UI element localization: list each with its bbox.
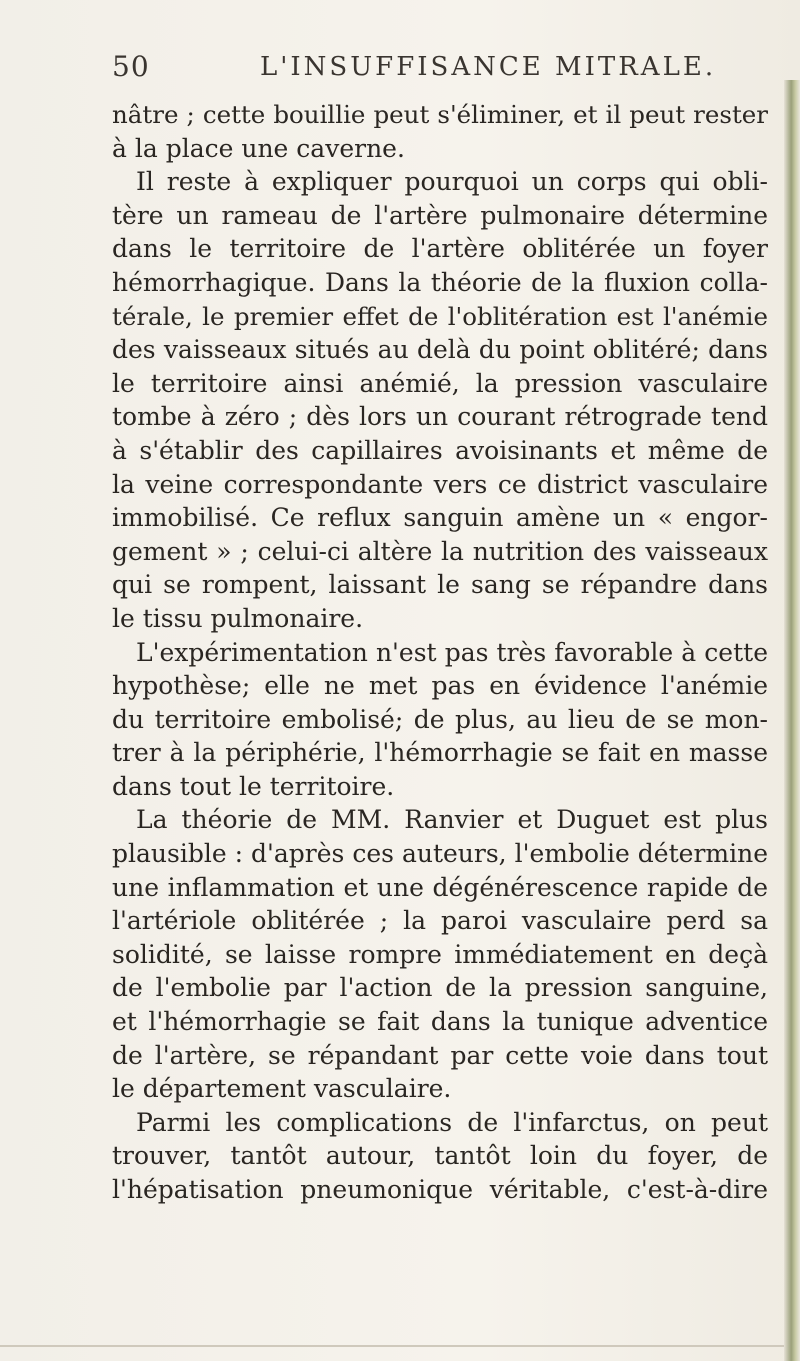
text-line: gement » ; celui-ci altère la nutrition des vaisseaux <box>112 536 768 566</box>
text-line: le tissu pulmonaire. <box>112 603 364 633</box>
text-line: immobilisé. Ce reflux sanguin amène un « engor- <box>112 503 768 533</box>
text-line: L'expérimentation n'est pas très favorable à cette <box>136 637 768 667</box>
text-line: dans le territoire de l'artère oblitérée un foyer <box>112 234 768 264</box>
running-head: L'INSUFFISANCE MITRALE. <box>260 52 717 82</box>
text-line: et l'hémorrhagie se fait dans la tunique adventice <box>112 1007 768 1037</box>
text-line: des vaisseaux situés au delà du point oblitéré; dans <box>112 335 768 365</box>
text-line: qui se rompent, laissant le sang se répandre dans <box>112 570 768 600</box>
text-line: du territoire embolisé; de plus, au lieu de se mon- <box>112 704 768 734</box>
text-line: Parmi les complications de l'infarctus, on peut <box>136 1107 768 1137</box>
text-line: trer à la périphérie, l'hémorrhagie se fait en masse <box>112 738 768 768</box>
text-line: l'hépatisation pneumonique véritable, c'est-à-dire <box>112 1175 768 1204</box>
text-line: solidité, se laisse rompre immédiatement en deçà <box>112 939 768 969</box>
text-line: plausible : d'après ces auteurs, l'embolie détermine <box>112 839 768 869</box>
text-line: Il reste à expliquer pourquoi un corps qui obli- <box>136 167 768 197</box>
text-line: la veine correspondante vers ce district vasculaire <box>112 469 768 499</box>
text-line: le département vasculaire. <box>112 1074 452 1104</box>
text-line: l'artériole oblitérée ; la paroi vasculaire perd sa <box>112 906 768 936</box>
text-line: le territoire ainsi anémié, la pression vasculaire <box>112 368 768 398</box>
text-line: trouver, tantôt autour, tantôt loin du foyer, de <box>112 1141 768 1171</box>
text-line: de l'artère, se répandant par cette voie dans tout <box>112 1040 768 1070</box>
text-line: La théorie de MM. Ranvier et Duguet est plus <box>136 805 768 835</box>
page-bottom-edge <box>0 1345 784 1347</box>
text-line: hypothèse; elle ne met pas en évidence l'anémie <box>112 671 768 701</box>
body-text <box>112 98 768 1207</box>
page-number: 50 <box>112 50 150 83</box>
text-line: dans tout le territoire. <box>112 771 395 801</box>
text-line: tombe à zéro ; dès lors un courant rétrograde tend <box>112 402 768 432</box>
text-line: à s'établir des capillaires avoisinants et même de <box>112 435 768 465</box>
page-edge-shadow <box>784 80 800 1361</box>
text-line: nâtre ; cette bouillie peut s'éliminer, et il peut rester <box>112 100 768 129</box>
page-header <box>112 50 752 90</box>
text-line: à la place une caverne. <box>112 133 405 163</box>
text-line: hémorrhagique. Dans la théorie de la fluxion colla- <box>112 267 768 297</box>
text-line: de l'embolie par l'action de la pression sanguine, <box>112 973 768 1003</box>
text-line: tère un rameau de l'artère pulmonaire détermine <box>112 200 768 230</box>
text-line: une inflammation et une dégénérescence rapide de <box>112 872 768 902</box>
text-line: térale, le premier effet de l'oblitération est l'anémie <box>112 301 768 331</box>
